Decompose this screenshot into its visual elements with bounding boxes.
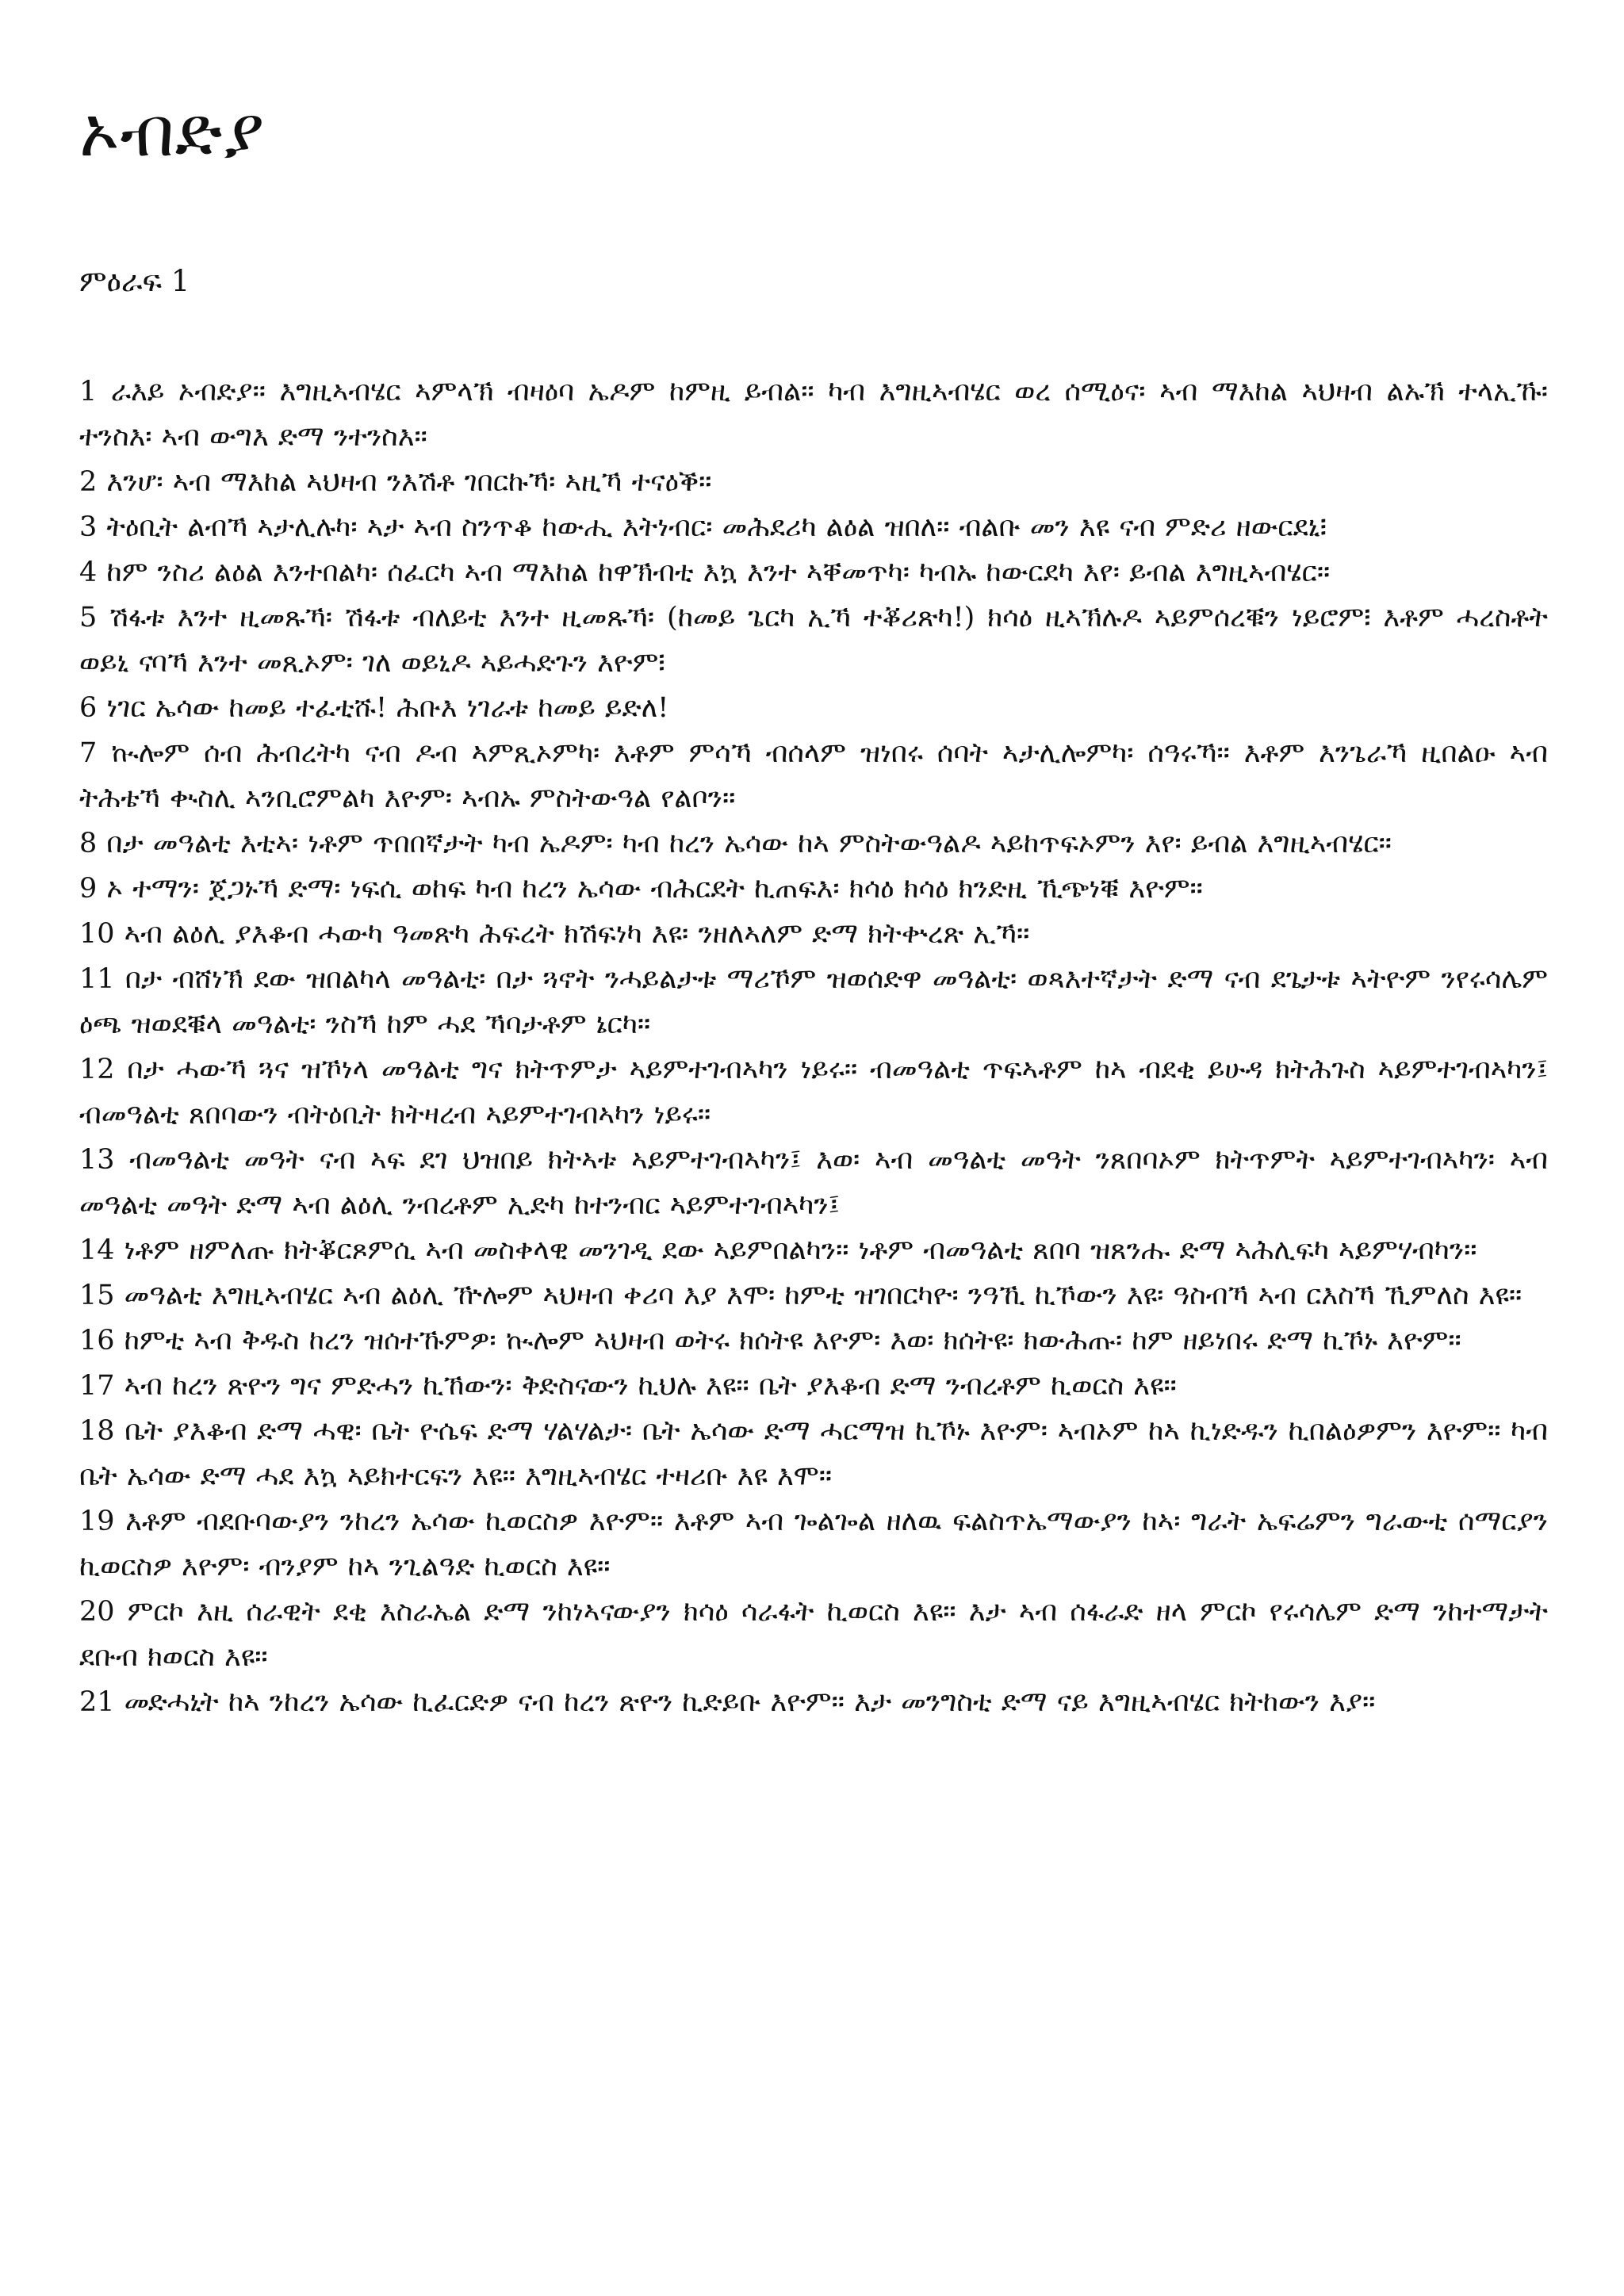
verse-16: 16 ከምቲ ኣብ ቅዱስ ከረን ዝሰተኹምዎ፡ ኲሎም ኣህዛብ ወትሩ ክሰትዩ እዮም፡ እወ፡ ክሰትዩ፡ ክውሕጡ፡ ከም ዘይነበሩ ድማ ኪኾኑ እዮም። [79,1325,1461,1357]
verse-4: 4 ከም ንስሪ ልዕል እንተበልካ፡ ሰፈርካ ኣብ ማእከል ከዋኽብቲ እኳ እንተ ኣቐመጥካ፡ ካብኡ ከውርደካ እየ፡ ይብል እግዚኣብሄር። [79,557,1331,588]
verse-6: 6 ነገር ኤሳው ከመይ ተፈቲሹ! ሕቡእ ነገራቱ ከመይ ይድለ! [79,692,669,724]
verse-19: 19 እቶም ብደቡባውያን ንከረን ኤሳው ኪወርስዎ እዮም። እቶም ኣብ ጐልጐል ዘለዉ ፍልስጥኤማውያን ከኣ፡ ግራት ኤፍሬምን ግራውቲ ሰማርያን ኪወርስዎ እዮም፡ ብንያም ከኣ ንጊልዓድ ኪወርስ እዩ። [79,1506,1548,1582]
verse-5: 5 ሽፋቱ እንተ ዚመጹኻ፡ ሽፋቱ ብለይቲ እንተ ዚመጹኻ፡ (ከመይ ጌርካ ኢኻ ተቖሪጽካ!) ክሳዕ ዚኣኽሉዶ ኣይምሰረቑን ነይሮም፧ እቶም ሓረስቶት ወይኒ ናባኻ እንተ መጺኦም፡ ገለ ወይኒዶ ኣይሓድጉን እዮም፧ [79,602,1548,679]
verse-17: 17 ኣብ ከረን ጽዮን ግና ምድሓን ኪኸውን፡ ቅድስናውን ኪህሉ እዩ። ቤት ያእቆብ ድማ ንብረቶም ኪወርስ እዩ። [79,1370,1177,1402]
book-title: ኦብድያ [79,93,266,172]
verse-20: 20 ምርኮ እዚ ሰራዊት ደቂ እስራኤል ድማ ንከነኣናውያን ክሳዕ ሳራፋት ኪወርስ እዩ። እታ ኣብ ሰፋራድ ዘላ ምርኮ የሩሳሌም ድማ ንከተማታት ደቡብ ክወርስ እዩ። [79,1596,1548,1673]
verse-8: 8 በታ መዓልቲ እቲኣ፡ ነቶም ጥበበኛታት ካብ ኤዶም፡ ካብ ከረን ኤሳው ከኣ ምስትውዓልዶ ኣይከጥፍኦምን እየ፡ ይብል እግዚኣብሄር። [79,828,1392,859]
verse-1: 1 ራእይ ኦብድያ። እግዚኣብሄር ኣምላኽ ብዛዕባ ኤዶም ከምዚ ይብል። ካብ እግዚኣብሄር ወረ ሰሚዕና፡ ኣብ ማእከል ኣህዛብ ልኡኽ ተላኢኹ፡ ተንስእ፡ ኣብ ውግእ ድማ ንተንስእ። [79,376,1548,453]
verse-3: 3 ትዕቢት ልብኻ ኣታሊሉካ፡ ኣታ ኣብ ስንጥቆ ከውሒ እትነብር፡ መሕደሪካ ልዕል ዝበለ። ብልቡ መን እዩ ናብ ምድሪ ዘውርደኒ፧ [79,511,1327,543]
verse-7: 7 ኲሎም ሰብ ሕብረትካ ናብ ዶብ ኣምጺኦምካ፡ እቶም ምሳኻ ብሰላም ዝነበሩ ሰባት ኣታሊሎምካ፡ ሰዓሩኻ። እቶም እንጌራኻ ዚበልዑ ኣብ ትሕቴኻ ቊስሊ ኣንቢሮምልካ እዮም፡ ኣብኡ ምስትውዓል የልቦን። [79,737,1548,814]
verse-9: 9 ኦ ተማን፡ ጀጋኑኻ ድማ፡ ነፍሲ ወከፍ ካብ ከረን ኤሳው ብሕርደት ኪጠፍእ፡ ክሳዕ ክሳዕ ክንድዚ ኺጭነቑ እዮም። [79,873,1203,905]
verse-13: 13 ብመዓልቲ መዓት ናብ ኣፍ ደገ ህዝበይ ክትኣቱ ኣይምተገብኣካን፤ እወ፡ ኣብ መዓልቲ መዓት ንጸበባኦም ክትጥምት ኣይምተገብኣካን፡ ኣብ መዓልቲ መዓት ድማ ኣብ ልዕሊ ንብረቶም ኢድካ ከተንብር ኣይምተገብኣካን፤ [79,1144,1548,1221]
verse-18: 18 ቤት ያእቆብ ድማ ሓዊ፡ ቤት ዮሴፍ ድማ ሃልሃልታ፡ ቤት ኤሳው ድማ ሓርማዝ ኪኾኑ እዮም፡ ኣብኦም ከኣ ኪነድዱን ኪበልዕዎምን እዮም። ካብ ቤት ኤሳው ድማ ሓደ እኳ ኣይክተርፍን እዩ። እግዚኣብሄር ተዛሪቡ እዩ እሞ። [79,1415,1548,1492]
verse-11: 11 በታ ብሸነኽ ደው ዝበልካላ መዓልቲ፡ በታ ጓኖት ንሓይልታቱ ማሪኾም ዝወሰድዋ መዓልቲ፡ ወጻእተኛታት ድማ ናብ ደጌታቱ ኣትዮም ንየሩሳሌም ዕጫ ዝወደቑላ መዓልቲ፡ ንስኻ ከም ሓደ ኻባታቶም ኔርካ። [79,963,1548,1040]
verse-15: 15 መዓልቲ እግዚኣብሄር ኣብ ልዕሊ ዅሎም ኣህዛብ ቀሪባ እያ እሞ፡ ከምቲ ዝገበርካዮ፡ ንዓኺ ኪኾውን እዩ፡ ዓስብኻ ኣብ ርእስኻ ኺምለስ እዩ። [79,1280,1522,1311]
verse-10: 10 ኣብ ልዕሊ ያእቆብ ሓውካ ዓመጽካ ሕፍረት ክሽፍነካ እዩ፡ ንዘለኣለም ድማ ክትቍረጽ ኢኻ። [79,918,1030,950]
verse-list [79,369,1548,1725]
verse-14: 14 ነቶም ዘምለጡ ክትቖርጾምሲ ኣብ መስቀላዊ መንገዲ ደው ኣይምበልካን። ነቶም ብመዓልቲ ጸበባ ዝጸንሑ ድማ ኣሕሊፍካ ኣይምሃብካን። [79,1234,1477,1266]
verse-2: 2 እንሆ፡ ኣብ ማእከል ኣህዛብ ንእሽቶ ገበርኩኻ፡ ኣዚኻ ተናዕቕ። [79,466,712,498]
verse-12: 12 በታ ሓውኻ ጓና ዝኾነላ መዓልቲ ግና ክትጥምታ ኣይምተገብኣካን ነይሩ። ብመዓልቲ ጥፍኣቶም ከኣ ብደቂ ይሁዳ ክትሕጉስ ኣይምተገብኣካን፤ ብመዓልቲ ጸበባውን ብትዕቢት ክትዛረብ ኣይምተገብኣካን ነይሩ። [79,1054,1548,1131]
verse-21: 21 መድሓኒት ከኣ ንከረን ኤሳው ኪፈርድዎ ናብ ከረን ጽዮን ኪድይቡ እዮም። እታ መንግስቲ ድማ ናይ እግዚኣብሄር ክትከውን እያ። [79,1686,1376,1718]
chapter-heading: ምዕራፍ 1 [79,264,190,298]
